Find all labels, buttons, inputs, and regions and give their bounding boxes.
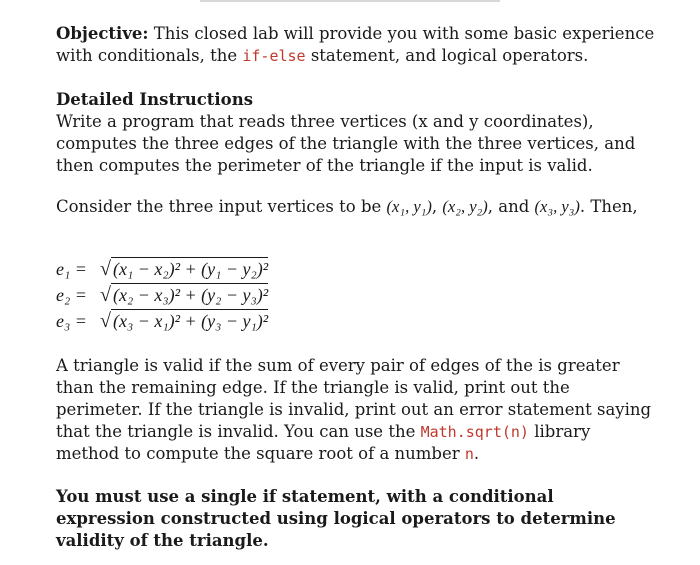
equation-e2-expr: (x₂ − x₃)² + (y₂ − y₃)²: [112, 285, 269, 305]
vertex-1: (x₁, y₁): [386, 197, 432, 216]
equation-e3-expr: (x₃ − x₁)² + (y₃ − y₁)²: [112, 311, 269, 331]
vertex-3: (x₃, y₃): [534, 197, 580, 216]
validity-text-before: A triangle is valid if the sum of every pair of edges of the is greater than the remaining edge. If the triangle is valid, print out the perimeter. If the triangle is invalid, print out an error statement saying that the triangle is invalid. You can use the: [56, 356, 652, 441]
code-if-else: if-else: [242, 47, 306, 65]
consider-text-before: Consider the three input vertices to be: [56, 197, 387, 216]
equation-e2-lhs: e₂ =: [56, 285, 87, 305]
sqrt-icon: √: [100, 310, 111, 332]
validity-text-after: .: [473, 444, 480, 463]
equation-e3-lhs: e₃ =: [56, 311, 87, 331]
objective-label: Objective:: [56, 24, 149, 43]
objective-paragraph: [56, 23, 656, 67]
equation-e1-expr: (x₁ − x₂)² + (y₁ − y₂)²: [112, 259, 269, 279]
consider-paragraph: [56, 196, 656, 218]
equation-e1-lhs: e₁ =: [56, 259, 87, 279]
top-divider: [200, 0, 500, 2]
consider-text-after: . Then,: [579, 197, 638, 216]
validity-text-middle: library method to compute the square root of a number: [56, 422, 591, 463]
equation-e2: [56, 283, 268, 306]
validity-paragraph: [56, 355, 656, 465]
objective-text-after: statement, and logical operators.: [305, 46, 589, 65]
consider-sep-2: , and: [487, 197, 535, 216]
vertex-2: (x₂, y₂): [442, 197, 488, 216]
consider-sep-1: ,: [431, 197, 443, 216]
objective-text-before: This closed lab will provide you with some basic experience with conditionals, the: [56, 24, 655, 65]
equation-e3: [56, 309, 268, 332]
equation-e1: [56, 257, 268, 280]
code-n: n: [464, 445, 474, 463]
code-math-sqrt: Math.sqrt(n): [420, 423, 529, 441]
instructions-body: Write a program that reads three vertices (x and y coordinates), computes the three edges of the triangle with the three vertices, and then computes the perimeter of the triangle if the input is valid.: [56, 112, 636, 175]
sqrt-icon: √: [100, 258, 111, 280]
sqrt-icon: √: [100, 284, 111, 306]
instructions-heading: Detailed Instructions: [56, 90, 253, 109]
requirement-paragraph: You must use a single if statement, with a conditional expression constructed using logical operators to determine validity of the triangle.: [56, 487, 616, 550]
